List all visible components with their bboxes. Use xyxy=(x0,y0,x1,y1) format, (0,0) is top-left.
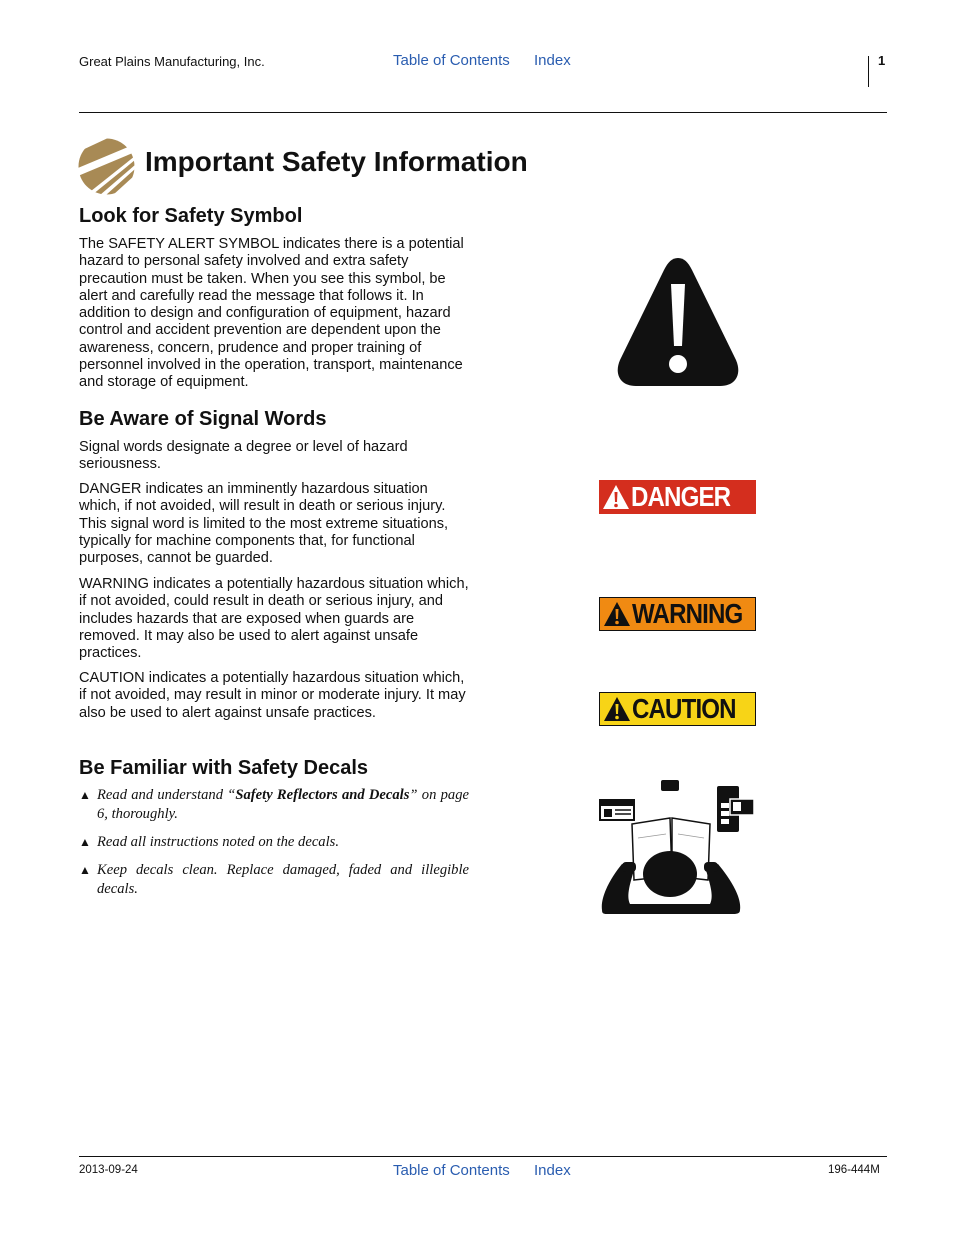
page-title: Important Safety Information xyxy=(145,146,528,177)
bullet-3-text: Keep decals clean. Replace damaged, faded and illegible decals. xyxy=(97,862,469,897)
company-name: Great Plains Manufacturing, Inc. xyxy=(79,54,265,69)
signal-words-intro: Signal words designate a degree or level of hazard seriousness. xyxy=(79,439,408,473)
header-toc-link[interactable]: Table of Contents xyxy=(393,52,510,69)
danger-alert-icon xyxy=(602,484,630,510)
decal-bullet-3 xyxy=(79,861,469,899)
header-rule xyxy=(79,112,887,113)
section-heading-signal-words: Be Aware of Signal Words xyxy=(79,408,327,430)
footer-rule xyxy=(79,1156,887,1157)
bullet-1-link-text: Safety Reflectors and Decals xyxy=(235,787,410,803)
bullet-1-text-pre: Read and understand “ xyxy=(97,787,236,803)
bullet-triangle-icon: ▲ xyxy=(79,835,91,849)
read-manual-person-icon xyxy=(598,778,756,916)
caution-paragraph: CAUTION indicates a potentially hazardous situation which, if not avoided, may result in minor or moderate injury. It may also be used to alert against unsafe practices. xyxy=(79,670,466,721)
warning-paragraph: WARNING indicates a potentially hazardous situation which, if not avoided, could result in death or serious injury, and includes hazards that are exposed when guards are removed. It may also be used to alert against unsafe practices. xyxy=(79,576,469,662)
section-heading-safety-decals: Be Familiar with Safety Decals xyxy=(79,757,369,779)
bullet-triangle-icon: ▲ xyxy=(79,788,91,802)
safety-alert-symbol-icon xyxy=(614,254,742,388)
warning-alert-icon xyxy=(603,601,631,627)
footer-toc-link[interactable]: Table of Contents xyxy=(393,1162,510,1179)
decal-bullet-1 xyxy=(79,786,469,824)
safety-symbol-paragraph: The SAFETY ALERT SYMBOL indicates there is a potential hazard to personal safety involved and extra safety precaution must be taken. When you see this symbol, be alert and carefully read the message that follows it. In addition to design and configuration of equipment, hazard control and accident prevention are dependent upon the awareness, concern, prudence and proper training of personnel involved in the operation, transport, maintenance and storage of equipment. xyxy=(79,236,464,391)
caution-signal-panel xyxy=(599,692,756,726)
footer-doc-number: 196-444M xyxy=(828,1164,880,1176)
caution-alert-icon xyxy=(603,696,631,722)
warning-signal-panel xyxy=(599,597,756,631)
footer-index-link[interactable]: Index xyxy=(534,1162,571,1179)
section-heading-safety-symbol: Look for Safety Symbol xyxy=(79,205,303,227)
header-index-link[interactable]: Index xyxy=(534,52,571,69)
bullet-2-text: Read all instructions noted on the decals. xyxy=(97,834,339,850)
bullet-triangle-icon: ▲ xyxy=(79,863,91,877)
page-number-divider xyxy=(868,56,869,87)
page-number: 1 xyxy=(878,53,886,68)
decal-bullet-2 xyxy=(79,833,469,852)
great-plains-logo-icon xyxy=(78,138,135,195)
footer-date: 2013-09-24 xyxy=(79,1164,138,1176)
danger-paragraph: DANGER indicates an imminently hazardous situation which, if not avoided, will result in death or serious injury. This signal word is limited to the most extreme situations, typically for machine components that, for functional purposes, cannot be guarded. xyxy=(79,481,449,567)
danger-signal-panel xyxy=(599,480,756,514)
caution-label: CAUTION xyxy=(632,693,736,724)
danger-label: DANGER xyxy=(631,481,731,512)
warning-label: WARNING xyxy=(632,598,743,629)
bullet-1-text-post: ” on page 6, thoroughly. xyxy=(97,787,469,822)
